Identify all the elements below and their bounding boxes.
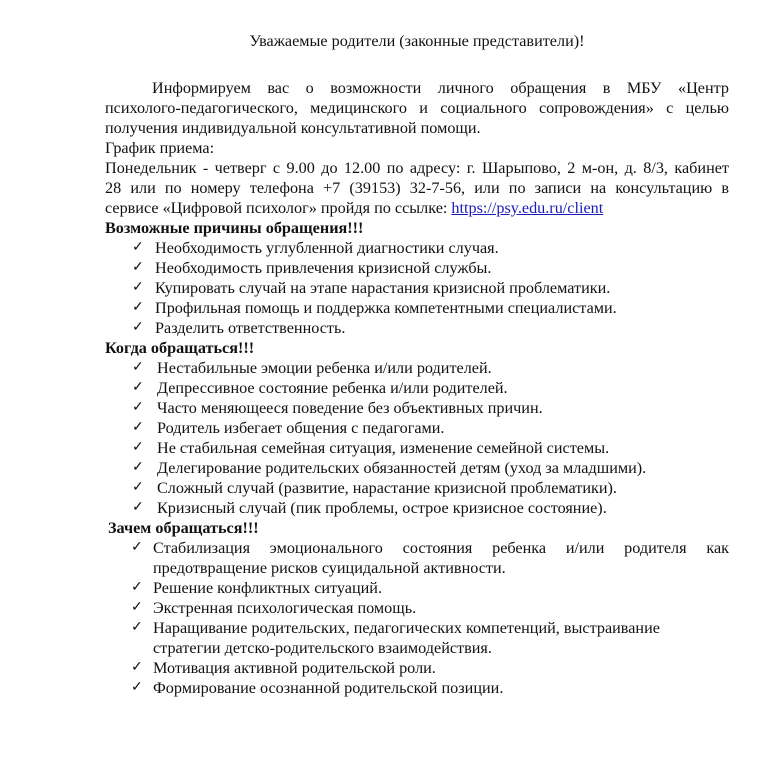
section-heading-reasons: Возможные причины обращения!!! — [105, 219, 364, 237]
check-icon: ✓ — [131, 620, 143, 635]
check-icon: ✓ — [132, 360, 144, 375]
list-item-text-line-1: Стабилизация эмоционального состояния ребенка и/или родителя как — [153, 539, 729, 557]
list-item-text: Сложный случай (развитие, нарастание кризисной проблематики). — [157, 479, 617, 497]
list-item — [105, 598, 729, 618]
check-icon: ✓ — [131, 680, 143, 695]
section-heading-when: Когда обращаться!!! — [105, 339, 255, 357]
list-item-text: Решение конфликтных ситуаций. — [153, 579, 383, 597]
list-item — [105, 298, 729, 318]
check-icon: ✓ — [132, 500, 144, 515]
list-item — [105, 358, 729, 378]
list-item-text: Депрессивное состояние ребенка и/или родителей. — [157, 379, 508, 397]
list-item-text: Купировать случай на этапе нарастания кризисной проблематики. — [155, 279, 611, 297]
list-item — [105, 658, 729, 678]
list-item-text: Делегирование родительских обязанностей детям (уход за младшими). — [157, 459, 647, 477]
list-item — [105, 438, 729, 458]
intro-line-1: Информируем вас о возможности личного обращения в МБУ «Центр — [152, 79, 729, 97]
intro-line-2: психолого-педагогического, медицинского и социального сопровождения» с целью — [105, 99, 729, 117]
check-icon: ✓ — [132, 400, 144, 415]
list-item-text-line-2: стратегии детско-родительского взаимодействия. — [153, 639, 492, 657]
list-item-text: Нестабильные эмоции ребенка и/или родителей. — [157, 359, 492, 377]
list-item — [105, 478, 729, 498]
list-item-text: Экстренная психологическая помощь. — [153, 599, 417, 617]
check-icon: ✓ — [132, 240, 144, 255]
list-item-text: Профильная помощь и поддержка компетентными специалистами. — [155, 299, 617, 317]
check-icon: ✓ — [131, 580, 143, 595]
list-item-text: Разделить ответственность. — [155, 319, 346, 337]
check-icon: ✓ — [132, 420, 144, 435]
check-icon: ✓ — [132, 380, 144, 395]
list-item — [105, 618, 729, 658]
list-item-text: Необходимость углубленной диагностики случая. — [155, 239, 499, 257]
list-item-text: Кризисный случай (пик проблемы, острое кризисное состояние). — [157, 499, 607, 517]
list-item — [105, 578, 729, 598]
spacer — [105, 51, 729, 71]
document-page — [105, 31, 729, 698]
schedule-line-3 — [105, 198, 729, 218]
check-icon: ✓ — [132, 280, 144, 295]
spacer — [105, 71, 729, 78]
list-item — [105, 318, 729, 338]
schedule-line-1: Понедельник - четверг с 9.00 до 12.00 по адресу: г. Шарыпово, 2 м-он, д. 8/3, кабинет — [105, 159, 729, 177]
check-icon: ✓ — [132, 440, 144, 455]
list-item-text: Часто меняющееся поведение без объективных причин. — [157, 399, 543, 417]
document-title: Уважаемые родители (законные представители)! — [249, 32, 585, 50]
schedule-line-2: 28 или по номеру телефона +7 (39153) 32-7-56, или по записи на консультацию в — [105, 179, 729, 197]
list-item — [105, 398, 729, 418]
check-icon: ✓ — [132, 300, 144, 315]
check-icon: ✓ — [132, 260, 144, 275]
list-item — [105, 538, 729, 578]
list-item — [105, 258, 729, 278]
check-icon: ✓ — [132, 460, 144, 475]
psy-client-link[interactable]: https://psy.edu.ru/client — [451, 199, 604, 217]
section-heading-why: Зачем обращаться!!! — [108, 519, 259, 537]
check-icon: ✓ — [132, 480, 144, 495]
list-item — [105, 418, 729, 438]
list-item — [105, 458, 729, 478]
list-item — [105, 378, 729, 398]
list-item-text: Не стабильная семейная ситуация, изменение семейной системы. — [157, 439, 610, 457]
list-item-text-line-1: Наращивание родительских, педагогических компетенций, выстраивание — [153, 619, 660, 637]
list-item-text: Мотивация активной родительской роли. — [153, 659, 436, 677]
list-item-text: Родитель избегает общения с педагогами. — [157, 419, 445, 437]
list-item-text: Формирование осознанной родительской позиции. — [153, 679, 504, 697]
list-item-text: Необходимость привлечения кризисной службы. — [155, 259, 492, 277]
list-item — [105, 678, 729, 698]
check-icon: ✓ — [131, 600, 143, 615]
intro-line-3: получения индивидуальной консультативной помощи. — [105, 119, 481, 137]
list-item — [105, 278, 729, 298]
list-item-text — [153, 618, 729, 658]
schedule-label: График приема: — [105, 139, 215, 157]
check-icon: ✓ — [132, 320, 144, 335]
check-icon: ✓ — [131, 540, 143, 555]
list-item-text — [153, 538, 729, 578]
schedule-line-3-text: сервисе «Цифровой психолог» пройдя по ссылке: — [105, 199, 452, 217]
list-item — [105, 498, 729, 518]
check-icon: ✓ — [131, 660, 143, 675]
list-item — [105, 238, 729, 258]
list-item-text-line-2: предотвращение рисков суицидальной активности. — [153, 559, 506, 577]
